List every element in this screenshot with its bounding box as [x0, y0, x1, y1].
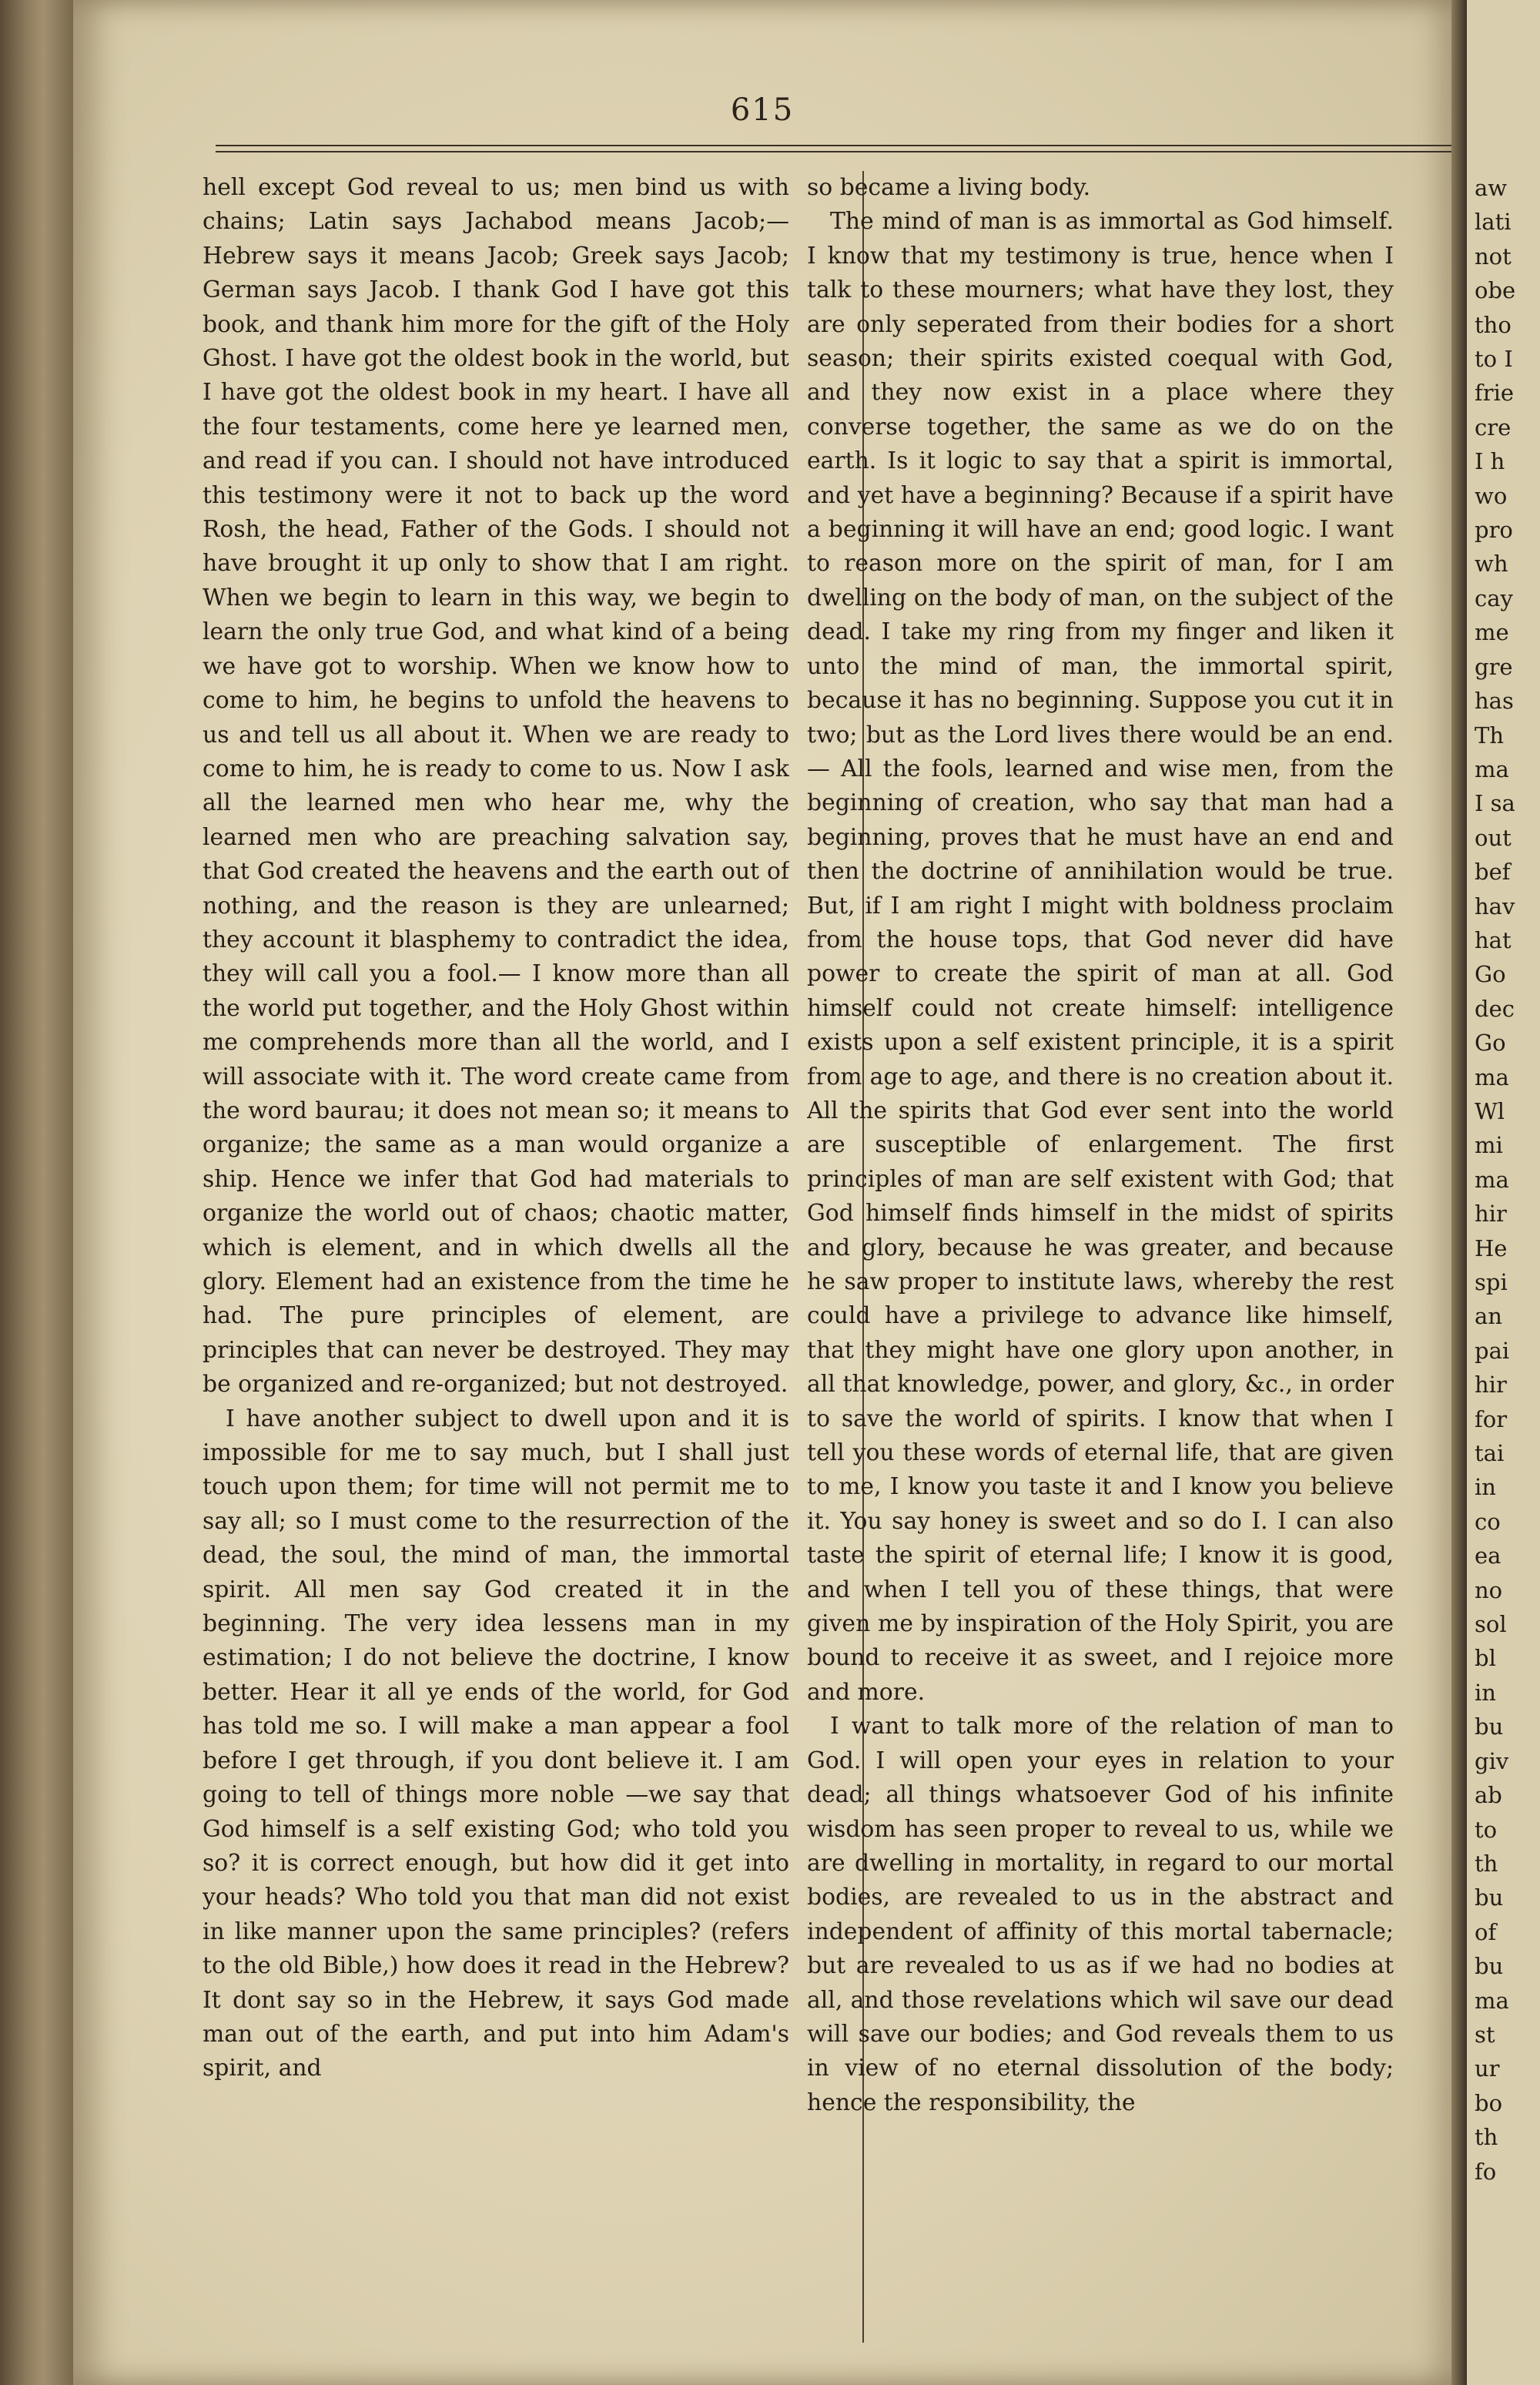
next-page-line: ma [1475, 1987, 1509, 2014]
paragraph: so became a living body. [807, 174, 1091, 201]
next-page-line: to [1475, 1816, 1498, 1843]
next-page-line: hir [1475, 1201, 1507, 1228]
next-page-line: Th [1475, 722, 1505, 749]
next-page-line: ur [1475, 2055, 1500, 2082]
next-page-line: hir [1475, 1372, 1507, 1399]
next-page-edge [1467, 0, 1540, 2385]
next-page-line: st [1475, 2021, 1495, 2048]
next-page-line: bu [1475, 1884, 1504, 1911]
book-gutter [1451, 0, 1467, 2385]
next-page-line: Wl [1475, 1097, 1505, 1124]
left-column [203, 171, 789, 2350]
next-page-line: pro [1475, 517, 1513, 544]
next-page-line: not [1475, 243, 1512, 270]
next-page-line: bef [1475, 859, 1511, 886]
next-page-line: out [1475, 824, 1512, 851]
paragraph: hell except God reveal to us; men bind us with chains; Latin says Jachabod means Jacob;— Hebrew says it means Jacob; Greek says Jacob; German says Jacob. I thank God I have got this book, and thank him more for the gift of the Holy Ghost. I have got the oldest book in the world, but I have got the oldest book in my heart. I have all the four testaments, come here ye learned men, and read if you can. I should not have introduced this testimony were it not to back up the word Rosh, the head, Father of the Gods. I should not have brought it up only to show that I am right. When we begin to learn in this way, we begin to learn the only true God, and what kind of a being we have got to worship. When we know how to come to him, he begins to unfold the heavens to us and tell us all about it. When we are ready to come to him, he is ready to come to us. Now I ask all the learned men who hear me, why the learned men who are preaching salvation say, that God created the heavens and the earth out of nothing, and the reason is they are unlearned; they account it blasphemy to contradict the idea, they will call you a fool.— I know more than all the world put together, and the Holy Ghost within me comprehends more than all the world, and I will associate with it. The word create came from the word baurau; it does not mean so; it means to organize; the same as a man would organize a ship. Hence we infer that God had materials to organize the world out of chaos; chaotic matter, which is element, and in which dwells all the glory. Element had an existence from the time he had. The pure principles of element, are principles that can never be destroyed. They may be organized and re-organized; but not destroyed. [203, 174, 789, 1399]
next-page-line: bu [1475, 1713, 1504, 1740]
next-page-line: frie [1475, 380, 1515, 407]
page [73, 0, 1451, 2385]
paragraph: I want to talk more of the relation of man to God. I will open your eyes in relation to your dead; all things whatsoever God of his infinite wisdom has seen proper to reveal to us, while we are dwelling in mortality, in regard to our mortal bodies, are revealed to us in the abstract and independent of affinity of this mortal tabernacle; but are revealed to us as if we had no bodies at all, and those revelations which wil save our dead will save our bodies; and God reveals them to us in view of no eternal dissolution of the body; hence the responsibility, the [807, 1713, 1394, 2116]
header-rule [216, 145, 1459, 152]
next-page-line: wo [1475, 482, 1508, 509]
next-page-line: aw [1475, 175, 1508, 201]
next-page-line: Go [1475, 961, 1506, 988]
next-page-line: ea [1475, 1543, 1502, 1569]
next-page-line: no [1475, 1576, 1503, 1603]
next-page-line: th [1475, 2124, 1498, 2151]
next-page-line: spi [1475, 1269, 1508, 1295]
next-page-line: He [1475, 1234, 1508, 1261]
next-page-line: cay [1475, 585, 1513, 611]
next-page-line: ab [1475, 1782, 1502, 1809]
next-page-line: of [1475, 1918, 1497, 1945]
next-page-line: to I [1475, 346, 1513, 373]
next-page-line: I sa [1475, 790, 1515, 817]
next-page-line: hat [1475, 926, 1512, 953]
next-page-line: dec [1475, 995, 1515, 1022]
next-page-line: Go [1475, 1030, 1506, 1057]
next-page-line: pai [1475, 1337, 1510, 1364]
next-page-line: tho [1475, 311, 1512, 338]
next-page-fragments [1467, 171, 1515, 2189]
next-page-line: for [1475, 1405, 1508, 1432]
next-page-line: lati [1475, 209, 1512, 236]
next-page-line: an [1475, 1303, 1502, 1330]
next-page-line: ma [1475, 755, 1509, 782]
next-page-line: bl [1475, 1645, 1496, 1672]
next-page-line: me [1475, 619, 1509, 646]
next-page-line: sol [1475, 1611, 1507, 1638]
next-page-line: cre [1475, 414, 1512, 440]
paragraph: I have another subject to dwell upon and it is impossible for me to say much, but I shall just touch upon them; for time will not permit me to say all; so I must come to the resurrection of the dead, the soul, the mind of man, the immortal spirit. All men say God created it in the beginning. The very idea lessens man in my estimation; I do not believe the doctrine, I know better. Hear it all ye ends of the world, for God has told me so. I will make a man appear a fool before I get through, if you dont believe it. I am going to tell of things more noble —we say that God himself is a self existing God; who told you so? it is correct enough, but how did it get into your heads? Who told you that man did not exist in like manner upon the same principles? (refers to the old Bible,) how does it read in the Hebrew? It dont say so in the Hebrew, it says God made man out of the earth, and put into him Adam's spirit, and [203, 1405, 789, 2082]
next-page-line: ma [1475, 1064, 1509, 1090]
next-page-line: fo [1475, 2158, 1497, 2185]
next-page-line: gre [1475, 653, 1513, 680]
next-page-line: th [1475, 1850, 1498, 1877]
next-page-line: ma [1475, 1166, 1509, 1193]
next-page-line: giv [1475, 1747, 1509, 1774]
next-page-line: bu [1475, 1953, 1504, 1980]
next-page-line: mi [1475, 1132, 1503, 1159]
next-page-line: has [1475, 688, 1514, 715]
next-page-line: obe [1475, 277, 1516, 304]
next-page-line: co [1475, 1508, 1501, 1535]
next-page-line: tai [1475, 1440, 1505, 1467]
next-page-line: I h [1475, 448, 1505, 475]
next-page-line: hav [1475, 893, 1515, 919]
next-page-line: in [1475, 1474, 1496, 1501]
next-page-line: wh [1475, 551, 1508, 578]
right-column [807, 171, 1394, 2350]
paragraph: The mind of man is as immortal as God himself. I know that my testimony is true, hence when I talk to these mourners; what have they lost, they are only seperated from their bodies for a short season; their spirits existed coequal with God, and they now exist in a place where they converse together, the same as we do on the earth. Is it logic to say that a spirit is immortal, and yet have a beginning? Because if a spirit have a beginning it will have an end; good logic. I want to reason more on the spirit of man, for I am dwelling on the body of man, on the subject of the dead. I take my ring from my finger and liken it unto the mind of man, the immortal spirit, because it has no beginning. Suppose you cut it in two; but as the Lord lives there would be an end.— All the fools, learned and wise men, from the beginning of creation, who say that man had a beginning, proves that he must have an end and then the doctrine of annihilation would be true. But, if I am right I might with boldness proclaim from the house tops, that God never did have power to create the spirit of man at all. God himself could not create himself: intelligence exists upon a self existent principle, it is a spirit from age to age, and there is no creation about it. All the spirits that God ever sent into the world are susceptible of enlargement. The first principles of man are self existent with God; that God himself finds himself in the midst of spirits and glory, because he was greater, and because he saw proper to institute laws, whereby the rest could have a privilege to advance like himself, that they might have one glory upon another, in all that knowledge, power, and glory, &c., in order to save the world of spirits. I know that when I tell you these words of eternal life, that are given to me, I know you taste it and I know you believe it. You say honey is sweet and so do I. I can also taste the spirit of eternal life; I know it is good, and when I tell you of these things, that were given me by inspiration of the Holy Spirit, you are bound to receive it as sweet, and I rejoice more and more. [807, 208, 1394, 1706]
book-spine [0, 0, 73, 2385]
next-page-line: bo [1475, 2089, 1503, 2116]
next-page-line: in [1475, 1679, 1496, 1706]
page-number: 615 [730, 92, 795, 128]
